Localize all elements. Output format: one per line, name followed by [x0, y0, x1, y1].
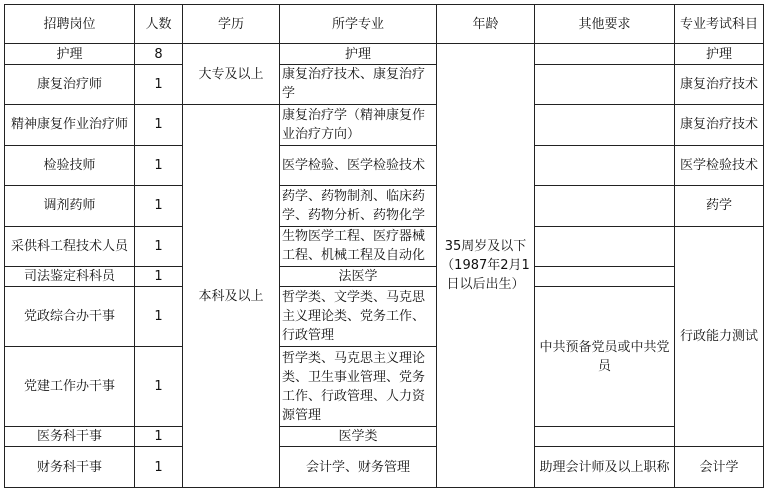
major-cell: 护理	[280, 44, 437, 64]
table-row	[5, 105, 764, 146]
count-cell: 1	[135, 347, 183, 427]
exam-cell: 康复治疗技术	[675, 105, 764, 146]
header-education: 学历	[183, 5, 280, 44]
position-cell: 调剂药师	[5, 186, 135, 227]
table-row	[5, 145, 764, 186]
major-cell: 康复治疗学（精神康复作业治疗方向）	[280, 105, 437, 146]
position-cell: 精神康复作业治疗师	[5, 105, 135, 146]
position-cell: 医务科干事	[5, 427, 135, 447]
position-cell: 护理	[5, 44, 135, 64]
major-cell: 医学检验、医学检验技术	[280, 145, 437, 186]
table-row	[5, 447, 764, 488]
table-row	[5, 267, 764, 287]
header-position: 招聘岗位	[5, 5, 135, 44]
other-cell	[535, 64, 675, 105]
exam-cell: 行政能力测试	[675, 226, 764, 447]
table-row	[5, 186, 764, 227]
exam-cell: 医学检验技术	[675, 145, 764, 186]
position-cell: 采供科工程技术人员	[5, 226, 135, 267]
other-cell	[535, 226, 675, 267]
other-cell: 助理会计师及以上职称	[535, 447, 675, 488]
table-row	[5, 44, 764, 64]
major-cell: 哲学类、马克思主义理论类、卫生事业管理、党务工作、行政管理、人力资源管理	[280, 347, 437, 427]
position-cell: 检验技师	[5, 145, 135, 186]
header-count: 人数	[135, 5, 183, 44]
major-cell: 会计学、财务管理	[280, 447, 437, 488]
other-cell: 中共预备党员或中共党员	[535, 287, 675, 427]
header-age: 年龄	[437, 5, 535, 44]
major-cell: 法医学	[280, 267, 437, 287]
other-cell	[535, 186, 675, 227]
count-cell: 1	[135, 64, 183, 105]
age-cell: 35周岁及以下（1987年2月1日以后出生）	[437, 44, 535, 488]
major-cell: 康复治疗技术、康复治疗学	[280, 64, 437, 105]
exam-cell: 会计学	[675, 447, 764, 488]
count-cell: 1	[135, 226, 183, 267]
position-cell: 康复治疗师	[5, 64, 135, 105]
education-cell: 本科及以上	[183, 105, 280, 488]
count-cell: 1	[135, 267, 183, 287]
exam-cell: 康复治疗技术	[675, 64, 764, 105]
other-cell	[535, 427, 675, 447]
table-row	[5, 287, 764, 347]
count-cell: 1	[135, 145, 183, 186]
major-cell: 医学类	[280, 427, 437, 447]
header-major: 所学专业	[280, 5, 437, 44]
position-cell: 党建工作办干事	[5, 347, 135, 427]
count-cell: 1	[135, 105, 183, 146]
header-other: 其他要求	[535, 5, 675, 44]
position-cell: 司法鉴定科科员	[5, 267, 135, 287]
major-cell: 哲学类、文学类、马克思主义理论类、党务工作、行政管理	[280, 287, 437, 347]
position-cell: 党政综合办干事	[5, 287, 135, 347]
other-cell	[535, 105, 675, 146]
header-row	[5, 5, 764, 44]
count-cell: 1	[135, 427, 183, 447]
table-row	[5, 64, 764, 105]
table-row	[5, 226, 764, 267]
recruitment-table	[4, 4, 764, 488]
count-cell: 1	[135, 186, 183, 227]
exam-cell: 药学	[675, 186, 764, 227]
count-cell: 1	[135, 447, 183, 488]
exam-cell: 护理	[675, 44, 764, 64]
other-cell	[535, 145, 675, 186]
count-cell: 8	[135, 44, 183, 64]
position-cell: 财务科干事	[5, 447, 135, 488]
major-cell: 药学、药物制剂、临床药学、药物分析、药物化学	[280, 186, 437, 227]
other-cell	[535, 44, 675, 64]
count-cell: 1	[135, 287, 183, 347]
table-row	[5, 427, 764, 447]
other-cell	[535, 267, 675, 287]
header-exam: 专业考试科目	[675, 5, 764, 44]
education-cell: 大专及以上	[183, 44, 280, 105]
major-cell: 生物医学工程、医疗器械工程、机械工程及自动化	[280, 226, 437, 267]
